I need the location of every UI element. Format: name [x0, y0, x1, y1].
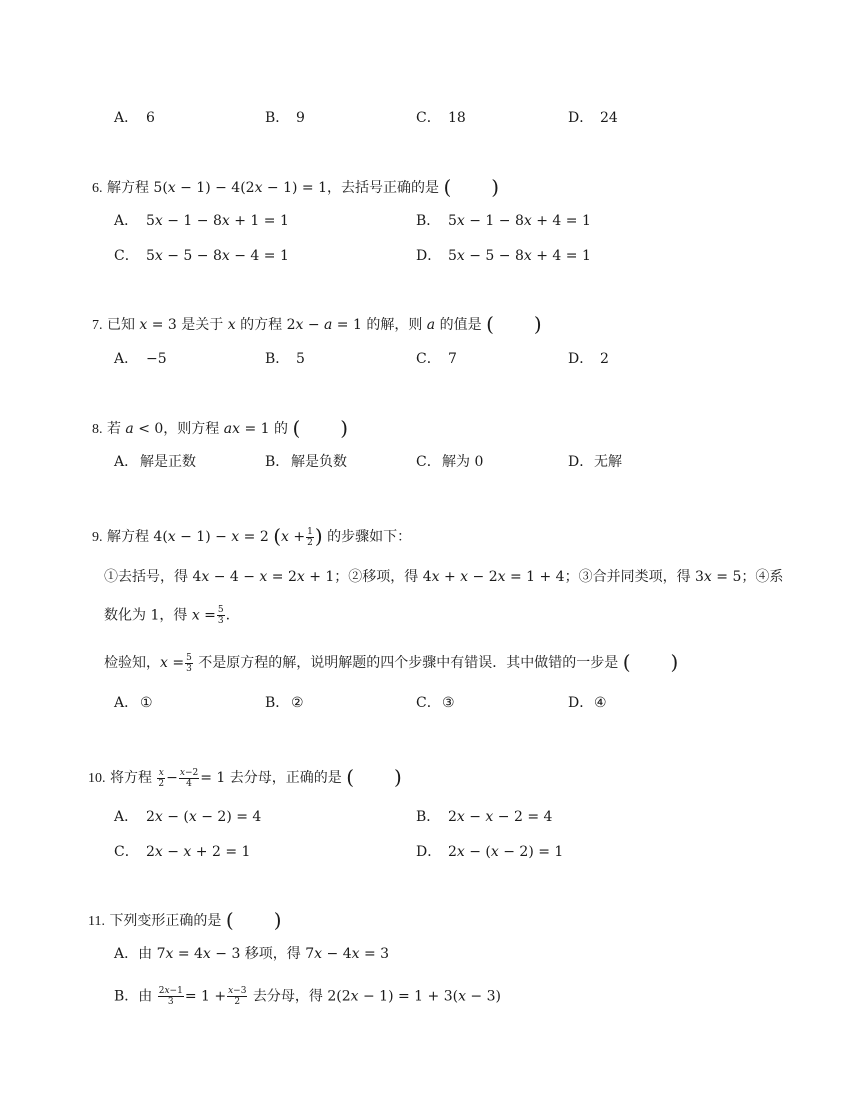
q6-option-b-label: B． — [416, 213, 441, 229]
option-label: B． — [114, 988, 139, 1005]
math: 𝑎 < 0 — [125, 421, 164, 437]
q6-option-c-value: 5𝑥 − 5 − 8𝑥 − 4 = 1 — [146, 248, 289, 264]
q5-option-d-label: D． — [568, 110, 594, 126]
fraction — [179, 768, 199, 789]
answer-paren: ( ) — [443, 175, 500, 199]
left-paren: ( — [273, 524, 282, 548]
q5-option-b-label: B． — [265, 110, 290, 126]
q10-option-c-label: C． — [114, 844, 139, 860]
numerator: 𝑥−2 — [179, 767, 199, 778]
stem-text: 若 — [106, 421, 126, 437]
answer-paren: ( ) — [292, 416, 349, 440]
q10-option-a-label: A． — [114, 809, 139, 825]
q10-option-d-value: 2𝑥 − (𝑥 − 2) = 1 — [448, 844, 564, 860]
q8-option-b-label: B． — [265, 454, 290, 470]
q7-option-d-value: 2 — [600, 351, 609, 367]
question-number: 9. — [92, 530, 103, 545]
right-paren: ) — [314, 524, 323, 548]
q7-option-a-label: A． — [114, 351, 139, 367]
q8-option-a-value: 解是正数 — [140, 454, 196, 470]
numerator: 5 — [217, 605, 224, 615]
math: 𝑥 = — [160, 655, 185, 671]
q7-option-c-label: C． — [416, 351, 441, 367]
math: 𝑥 + — [281, 529, 306, 545]
answer-paren: ( ) — [225, 908, 282, 932]
q6-option-a-label: A． — [114, 213, 139, 229]
stem-text: 解方程 — [106, 529, 154, 545]
question-number: 7. — [92, 318, 103, 333]
stem-text: 的方程 — [235, 317, 287, 333]
question-11-stem — [88, 910, 282, 932]
q6-option-d-value: 5𝑥 − 5 − 8𝑥 + 4 = 1 — [448, 248, 591, 264]
q5-option-d-value: 24 — [600, 110, 618, 126]
equation: 5(𝑥 − 1) − 4(2𝑥 − 1) = 1 — [153, 180, 328, 196]
stem-text: 下列变形正确的是 — [109, 913, 222, 929]
denominator: 2 — [307, 537, 313, 548]
q6-option-b-value: 5𝑥 − 1 − 8𝑥 + 4 = 1 — [448, 213, 591, 229]
q10-option-b-label: B． — [416, 809, 441, 825]
fraction — [217, 605, 225, 626]
stem-text: 检验知， — [104, 655, 160, 671]
math: − — [166, 770, 178, 786]
q7-option-d-label: D． — [568, 351, 594, 367]
q10-option-a-value: 2𝑥 − (𝑥 − 2) = 4 — [146, 809, 262, 825]
question-number: 11. — [88, 914, 105, 929]
question-6-stem — [92, 177, 499, 199]
stem-text: 去分母，正确的是 — [225, 770, 342, 786]
math: 𝑎𝑥 = 1 — [223, 421, 270, 437]
math: 7𝑥 = 4𝑥 − 3 — [156, 946, 241, 962]
q9-option-b-value: ② — [291, 695, 304, 711]
q11-option-b — [114, 986, 501, 1007]
q6-option-c-label: C． — [114, 248, 139, 264]
denominator: 2 — [234, 997, 241, 1007]
math: 2(2𝑥 − 1) = 1 + 3(𝑥 − 3) — [327, 988, 501, 1005]
q8-option-d-value: 无解 — [594, 454, 622, 470]
q5-option-a-label: A． — [114, 110, 139, 126]
stem-text: 是关于 — [176, 317, 228, 333]
question-number: 6. — [92, 181, 103, 196]
q9-option-b-label: B． — [265, 695, 290, 711]
q10-option-d-label: D． — [416, 844, 442, 860]
q7-option-b-value: 5 — [296, 351, 305, 367]
numerator: 2𝑥−1 — [158, 986, 183, 996]
q6-option-d-label: D． — [416, 248, 442, 264]
math: 𝑥 = 3 — [139, 317, 177, 333]
fraction — [185, 653, 193, 674]
q7-option-c-value: 7 — [448, 351, 457, 367]
numerator: 𝑥 — [158, 767, 164, 778]
stem-text: 数化为 1，得 — [104, 607, 192, 624]
answer-paren: ( ) — [486, 312, 542, 336]
question-7-stem — [92, 314, 542, 336]
fraction — [306, 527, 314, 548]
q7-option-b-label: B． — [265, 351, 290, 367]
q8-option-a-label: A． — [114, 454, 139, 470]
fraction — [227, 986, 247, 1007]
denominator: 3 — [167, 997, 174, 1007]
stem-text: 的解，则 — [361, 317, 427, 333]
math: 7𝑥 − 4𝑥 = 3 — [305, 946, 390, 962]
q9-option-a-label: A． — [114, 695, 139, 711]
q6-option-a-value: 5𝑥 − 1 − 8𝑥 + 1 = 1 — [146, 213, 289, 229]
q9-option-c-label: C． — [416, 695, 441, 711]
answer-paren: ( ) — [622, 650, 679, 674]
question-9-stem — [92, 526, 411, 548]
q9-option-d-label: D． — [568, 695, 594, 711]
question-8-stem — [92, 418, 348, 440]
fraction — [157, 768, 165, 789]
answer-paren: ( ) — [346, 765, 402, 789]
fraction — [158, 986, 184, 1007]
denominator: 3 — [217, 616, 224, 626]
stem-text: ①去括号，得 4𝑥 − 4 − 𝑥 = 2𝑥 + 1；②移项，得 4𝑥 + 𝑥 − 2𝑥 = 1 + 4；③合并同类项，得 3𝑥 = 5；④系 — [104, 569, 784, 585]
option-label: A． — [114, 946, 139, 962]
stem-text: 由 — [138, 988, 157, 1005]
math: 𝑥 = — [191, 607, 216, 624]
numerator: 𝑥−3 — [228, 986, 247, 996]
q9-check-line — [104, 652, 678, 674]
denominator: 2 — [158, 778, 165, 789]
math: 𝑥 — [227, 317, 236, 333]
question-10-stem — [88, 767, 402, 789]
q9-steps-line-2 — [104, 605, 230, 626]
question-number: 10. — [88, 771, 106, 786]
q9-option-a-value: ① — [140, 695, 153, 711]
q10-option-b-value: 2𝑥 − 𝑥 − 2 = 4 — [448, 809, 553, 825]
stem-text: 移项，得 — [240, 946, 306, 962]
q8-option-b-value: 解是负数 — [291, 454, 347, 470]
stem-text: . — [225, 607, 231, 624]
math: = 1 + — [184, 988, 227, 1005]
q11-option-a — [114, 944, 389, 964]
q8-option-d-label: D． — [568, 454, 594, 470]
stem-text: 的值是 — [435, 317, 482, 333]
stem-text: 不是原方程的解，说明解题的四个步骤中有错误．其中做错的一步是 — [193, 655, 619, 671]
stem-text: ，去括号正确的是 — [327, 180, 440, 196]
q5-option-c-value: 18 — [448, 110, 466, 126]
math: 2𝑥 − 𝑎 = 1 — [286, 317, 362, 333]
q5-option-a-value: 6 — [146, 110, 155, 126]
stem-text: 将方程 — [109, 770, 157, 786]
numerator: 5 — [186, 652, 192, 663]
stem-text: 的 — [269, 421, 288, 437]
q9-option-c-value: ③ — [442, 695, 455, 711]
stem-text: 去分母，得 — [248, 988, 328, 1005]
stem-text: ，则方程 — [163, 421, 224, 437]
numerator: 1 — [307, 526, 313, 537]
math: = 1 — [200, 770, 226, 786]
denominator: 3 — [186, 663, 192, 674]
stem-text: 已知 — [106, 317, 140, 333]
q7-option-a-value: −5 — [146, 351, 167, 367]
q8-option-c-value: 解为 0 — [442, 454, 484, 470]
math: 𝑎 — [426, 317, 436, 333]
stem-text: 由 — [138, 946, 157, 962]
q5-option-c-label: C． — [416, 110, 441, 126]
q10-option-c-value: 2𝑥 − 𝑥 + 2 = 1 — [146, 844, 251, 860]
q9-steps-line — [104, 567, 783, 587]
stem-text: 解方程 — [106, 180, 154, 196]
stem-text: 的步骤如下： — [322, 529, 412, 545]
question-number: 8. — [92, 422, 103, 437]
denominator: 4 — [186, 778, 192, 789]
math: 4(𝑥 − 1) − 𝑥 = 2 — [153, 529, 269, 545]
q9-option-d-value: ④ — [594, 695, 607, 711]
q8-option-c-label: C． — [416, 454, 441, 470]
q5-option-b-value: 9 — [296, 110, 305, 126]
